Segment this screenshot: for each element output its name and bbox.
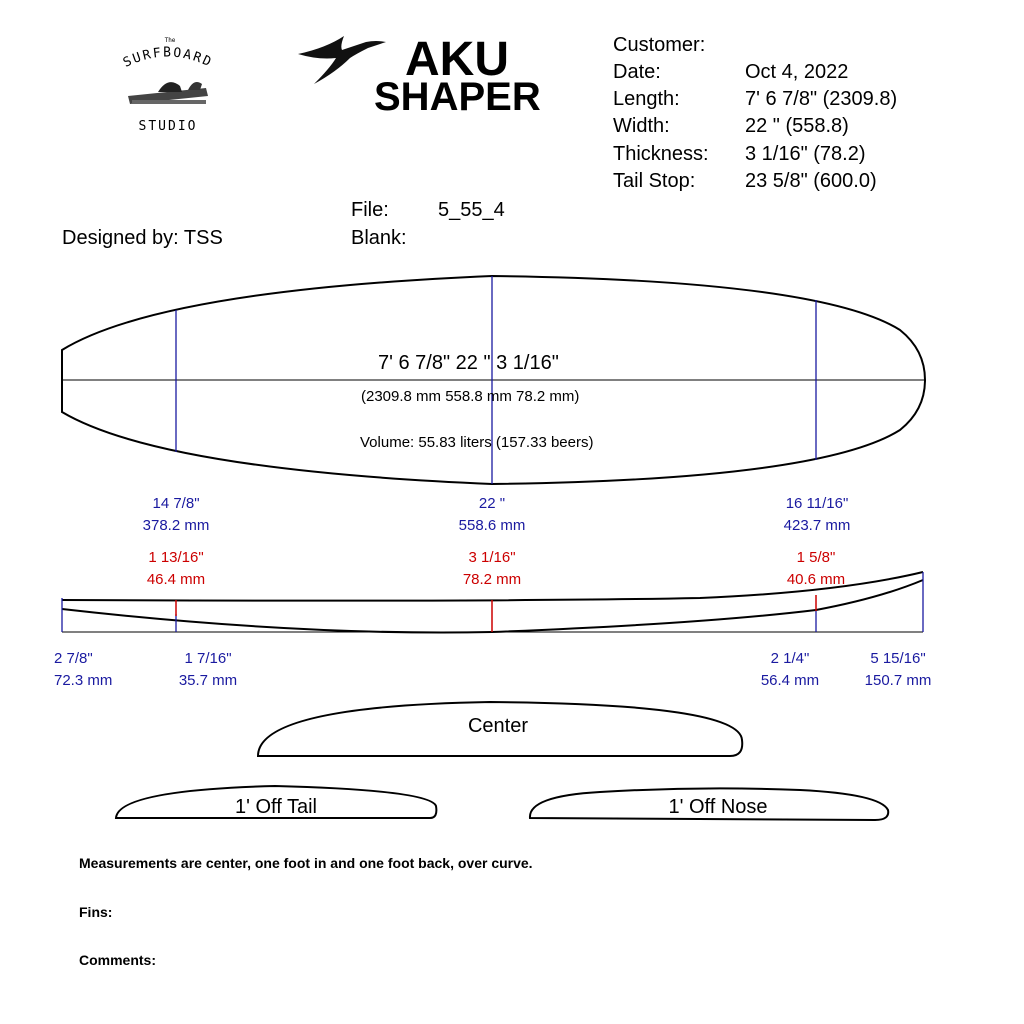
- width-center-mm: 558.6 mm: [458, 517, 526, 534]
- outline-dims-imperial: 7' 6 7/8" 22 " 3 1/16": [378, 352, 559, 374]
- logo-small-text: The: [164, 37, 176, 44]
- measurements-note: Measurements are center, one foot in and one foot back, over curve.: [79, 855, 533, 871]
- blank-label: Blank:: [351, 227, 407, 249]
- thick-center-in: 3 1/16": [468, 549, 516, 566]
- length-value: 7' 6 7/8" (2309.8): [745, 88, 898, 110]
- width-value: 22 " (558.8): [745, 115, 849, 137]
- thickness-value: 3 1/16" (78.2): [745, 143, 866, 165]
- width-center: [439, 493, 545, 537]
- file-label: File:: [351, 199, 389, 221]
- width-tail-in: 14 7/8": [152, 495, 200, 512]
- rocker-nose-end-mm: 150.7 mm: [864, 672, 932, 689]
- length-label: Length:: [613, 88, 680, 110]
- logo-bottom-text: STUDIO: [138, 119, 198, 134]
- tailstop-label: Tail Stop:: [613, 170, 696, 192]
- brand-aku: AKU: [405, 33, 509, 86]
- width-center-in: 22 ": [478, 495, 506, 512]
- rocker-tail-end-mm: 72.3 mm: [54, 672, 113, 689]
- designed-by: Designed by: TSS: [62, 227, 223, 249]
- rocker-tail-end-in: 2 7/8": [54, 650, 93, 667]
- width-nose: [765, 493, 869, 537]
- width-tail: [126, 493, 226, 537]
- rocker-tail-1ft-in: 1 7/16": [184, 650, 232, 667]
- tailstop-value: 23 5/8" (600.0): [745, 170, 877, 192]
- foil-off-nose-label: 1' Off Nose: [668, 796, 768, 818]
- date-label: Date:: [613, 61, 661, 83]
- thick-tail: [126, 547, 226, 591]
- thick-tail-mm: 46.4 mm: [146, 571, 206, 588]
- width-nose-mm: 423.7 mm: [783, 517, 851, 534]
- thick-tail-in: 1 13/16": [148, 549, 204, 566]
- outline-volume: Volume: 55.83 liters (157.33 beers): [360, 434, 594, 451]
- rocker-nose-end-in: 5 15/16": [870, 650, 926, 667]
- thickness-label: Thickness:: [613, 143, 709, 165]
- brand-shaper: SHAPER: [374, 75, 541, 119]
- file-value: 5_55_4: [438, 199, 505, 221]
- rocker-nose-1ft-in: 2 1/4": [770, 650, 810, 667]
- thick-nose-mm: 40.6 mm: [786, 571, 846, 588]
- rocker-nose-1ft-meas: [740, 648, 840, 692]
- foil-center-label: Center: [467, 715, 529, 737]
- fins-label: Fins:: [79, 904, 113, 920]
- comments-label: Comments:: [79, 952, 157, 968]
- rocker-nose-end-meas: [846, 648, 950, 692]
- rocker-tail-1ft-mm: 35.7 mm: [178, 672, 238, 689]
- outline-dims-metric: (2309.8 mm 558.8 mm 78.2 mm): [361, 388, 580, 405]
- foil-off-tail-label: 1' Off Tail: [234, 796, 317, 818]
- logo-arc-text: SURFBOARD: [121, 45, 215, 71]
- thick-center: [446, 547, 538, 591]
- rocker-tail-end-meas: [54, 648, 140, 692]
- customer-label: Customer:: [613, 34, 706, 56]
- thick-center-mm: 78.2 mm: [462, 571, 522, 588]
- rocker-tail-1ft-meas: [160, 648, 256, 692]
- thick-nose-in: 1 5/8": [796, 549, 836, 566]
- thick-nose: [766, 547, 866, 591]
- width-label: Width:: [613, 115, 670, 137]
- rocker-nose-1ft-mm: 56.4 mm: [760, 672, 820, 689]
- date-value: Oct 4, 2022: [745, 61, 849, 83]
- width-tail-mm: 378.2 mm: [142, 517, 210, 534]
- width-nose-in: 16 11/16": [785, 495, 849, 512]
